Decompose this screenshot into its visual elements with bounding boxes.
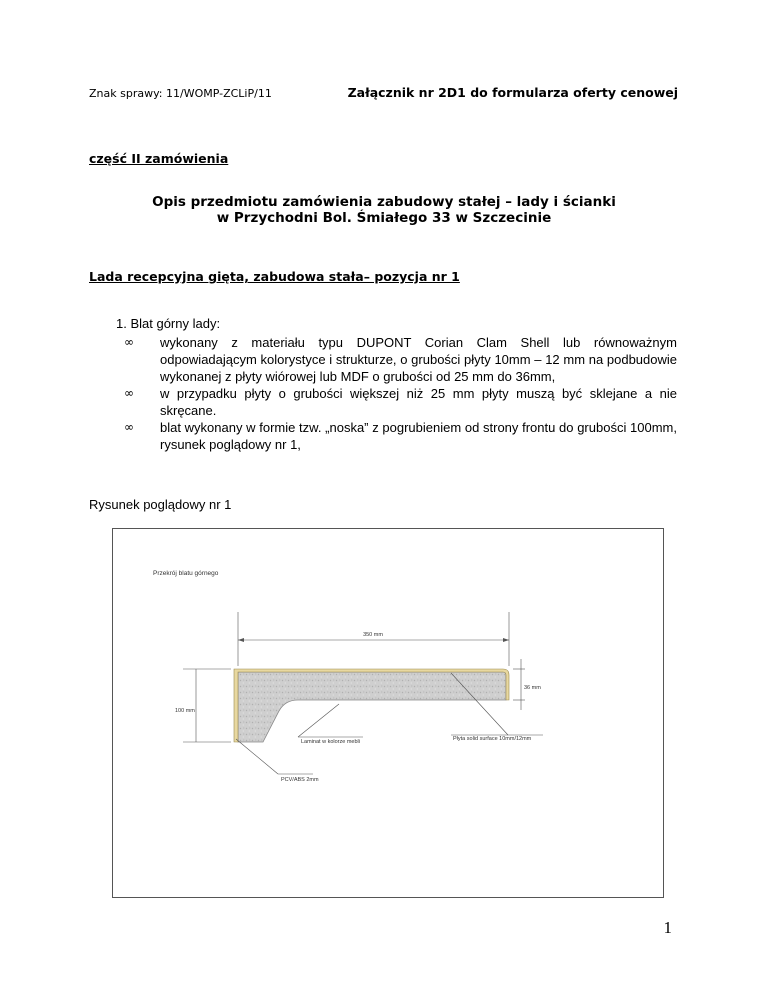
height-dimension-label: 100 mm xyxy=(175,708,195,714)
countertop-section xyxy=(238,672,506,742)
attachment-title: Załącznik nr 2D1 do formularza oferty cenowej xyxy=(347,85,678,100)
title-line-1: Opis przedmiotu zamówienia zabudowy stałej – lady i ścianki xyxy=(152,194,616,210)
list-item-text: w przypadku płyty o grubości większej niż 25 mm płyty muszą być sklejane a nie skręcane. xyxy=(160,386,677,418)
document-title xyxy=(89,194,679,226)
infinity-bullet-icon: ∞ xyxy=(124,420,134,434)
figure-frame xyxy=(112,528,664,898)
part-label: część II zamówienia xyxy=(89,151,229,166)
edge-band-label: PCV/ABS 2mm xyxy=(281,777,319,783)
list-item-text: blat wykonany w formie tzw. „noska” z pogrubieniem od strony frontu do grubości 100mm, rysunek poglądowy nr 1, xyxy=(160,420,677,452)
section-heading: Lada recepcyjna gięta, zabudowa stała– pozycja nr 1 xyxy=(89,269,460,284)
laminate-label: Laminat w kolorze mebli xyxy=(301,739,360,745)
width-dimension-label: 350 mm xyxy=(363,632,383,638)
page-number: 1 xyxy=(663,918,672,937)
bullet-list xyxy=(124,334,677,453)
list-item xyxy=(124,419,677,453)
cross-section-drawing xyxy=(113,529,663,897)
list-item xyxy=(124,385,677,419)
infinity-bullet-icon: ∞ xyxy=(124,386,134,400)
figure-caption: Rysunek poglądowy nr 1 xyxy=(89,497,232,512)
solid-surface-label: Płyta solid surface 10mm/12mm xyxy=(453,736,532,742)
list-item xyxy=(124,334,677,385)
case-reference: Znak sprawy: 11/WOMP-ZCLiP/11 xyxy=(89,87,272,100)
title-line-2: w Przychodni Bol. Śmiałego 33 w Szczecinie xyxy=(216,210,552,226)
item-heading: 1. Blat górny lady: xyxy=(116,316,221,331)
thickness-dimension-label: 36 mm xyxy=(524,685,541,691)
infinity-bullet-icon: ∞ xyxy=(124,335,134,349)
drawing-title: Przekrój blatu górnego xyxy=(153,570,219,577)
list-item-text: wykonany z materiału typu DUPONT Corian Clam Shell lub równoważnym odpowiadającym kolorystyce i strukturze, o grubości płyty 10mm – 12 mm na podbudowie wykonanej z płyty wiórowej lub MDF o grubości od 25 mm do 36mm, xyxy=(160,335,677,384)
